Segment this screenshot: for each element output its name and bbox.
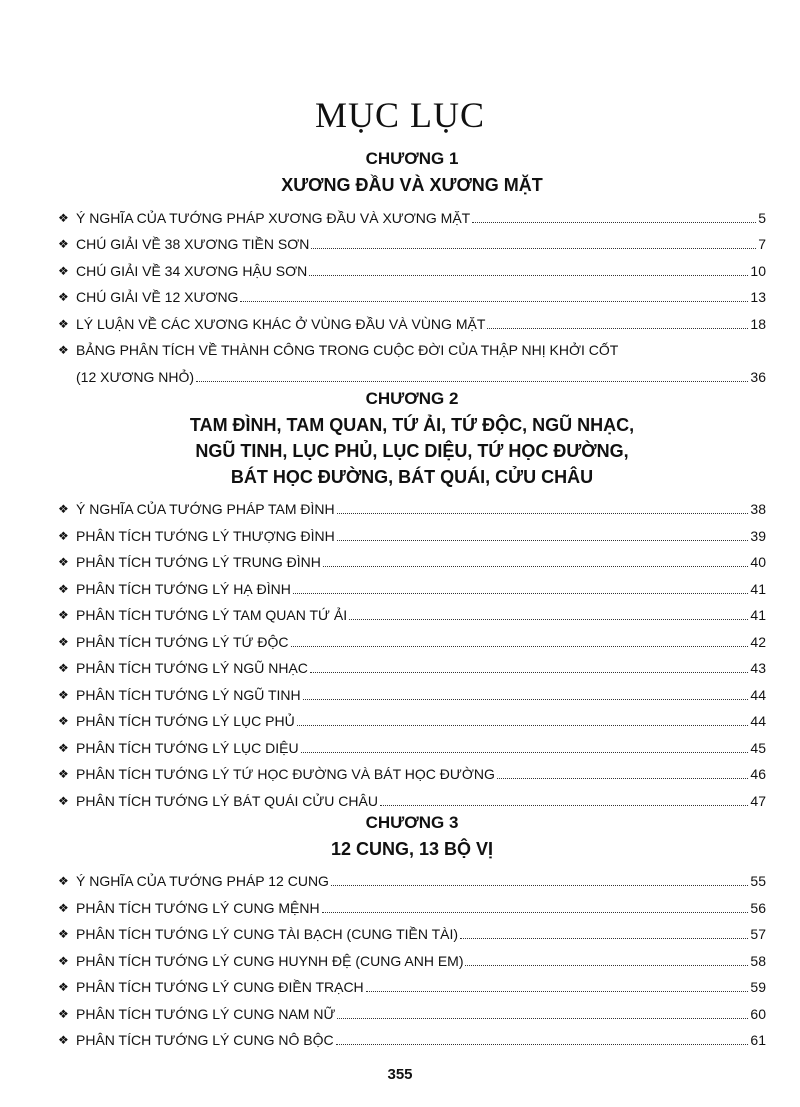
page-number: 355 — [387, 1066, 413, 1083]
entry-title: PHÂN TÍCH TƯỚNG LÝ TỨ HỌC ĐƯỜNG VÀ BÁT HỌC ĐƯỜNG — [76, 766, 495, 782]
entry-page-number: 43 — [750, 660, 766, 676]
diamond-bullet-icon: ❖ — [58, 661, 69, 675]
diamond-bullet-icon: ❖ — [58, 263, 69, 278]
diamond-bullet-icon: ❖ — [58, 343, 69, 357]
dot-leader — [487, 327, 748, 329]
toc-entry[interactable] — [58, 890, 766, 917]
toc-entry[interactable] — [58, 333, 766, 386]
diamond-bullet-icon: ❖ — [58, 874, 69, 888]
dot-leader — [311, 247, 756, 249]
dot-leader — [240, 300, 748, 302]
toc-entry[interactable] — [58, 1023, 766, 1050]
toc-entry[interactable] — [58, 280, 766, 307]
dot-leader — [349, 618, 748, 620]
entry-page-number: 58 — [750, 952, 766, 969]
entry-title: PHÂN TÍCH TƯỚNG LÝ CUNG NÔ BỘC — [76, 1032, 334, 1048]
dot-leader — [323, 565, 749, 567]
diamond-bullet-icon: ❖ — [58, 290, 69, 304]
diamond-bullet-icon: ❖ — [58, 980, 69, 994]
diamond-bullet-icon: ❖ — [58, 740, 69, 755]
chapter-subtitle-line: TAM ĐÌNH, TAM QUAN, TỨ ẢI, TỨ ĐỘC, NGŨ NHẠC, — [189, 414, 635, 435]
toc-entry[interactable] — [58, 598, 766, 625]
toc-entry[interactable] — [58, 200, 766, 227]
entry-page-number: 46 — [750, 766, 766, 782]
dot-leader — [366, 990, 749, 992]
diamond-bullet-icon: ❖ — [58, 687, 69, 702]
entry-page-number: 61 — [750, 1032, 766, 1048]
dot-leader — [460, 937, 748, 939]
entry-page-number: 41 — [750, 607, 766, 623]
entry-page-number: 13 — [750, 289, 766, 305]
toc-entry[interactable] — [58, 306, 766, 333]
entry-page-number: 47 — [750, 792, 766, 809]
entry-title: PHÂN TÍCH TƯỚNG LÝ CUNG MỆNH — [76, 899, 320, 916]
diamond-bullet-icon: ❖ — [58, 900, 69, 915]
dot-leader — [310, 671, 749, 673]
chapter-1 — [58, 146, 766, 386]
entry-page-number: 39 — [750, 527, 766, 544]
entry-title: PHÂN TÍCH TƯỚNG LÝ NGŨ NHẠC — [76, 660, 308, 676]
dot-leader — [301, 751, 749, 753]
entry-title: PHÂN TÍCH TƯỚNG LÝ CUNG NAM NỮ — [76, 1005, 336, 1022]
diamond-bullet-icon: ❖ — [58, 714, 69, 728]
toc-entry[interactable] — [58, 571, 766, 598]
chapter-3 — [58, 810, 766, 1050]
diamond-bullet-icon: ❖ — [58, 927, 69, 941]
entry-title: PHÂN TÍCH TƯỚNG LÝ TỨ ĐỘC — [76, 633, 289, 650]
dot-leader — [303, 698, 749, 700]
entry-title: PHÂN TÍCH TƯỚNG LÝ TAM QUAN TỨ ẢI — [76, 607, 348, 623]
entry-page-number: 56 — [750, 899, 766, 916]
chapter-subtitle: 12 CUNG, 13 BỘ VỊ — [330, 838, 494, 859]
entry-page-number: 10 — [750, 262, 766, 279]
entry-page-number: 36 — [750, 368, 766, 385]
entry-page-number: 57 — [750, 926, 766, 942]
diamond-bullet-icon: ❖ — [58, 1033, 69, 1047]
entry-title: PHÂN TÍCH TƯỚNG LÝ CUNG TÀI BẠCH (CUNG TIỀN TÀI) — [76, 926, 459, 942]
dot-leader — [337, 1017, 748, 1019]
entry-title: LÝ LUẬN VỀ CÁC XƯƠNG KHÁC Ở VÙNG ĐẦU VÀ VÙNG MẶT — [76, 315, 486, 332]
chapter-label: CHƯƠNG 2 — [365, 388, 459, 408]
entry-title: PHÂN TÍCH TƯỚNG LÝ THƯỢNG ĐÌNH — [76, 527, 335, 544]
diamond-bullet-icon: ❖ — [58, 1006, 69, 1021]
toc-entry[interactable] — [58, 917, 766, 944]
chapter-label: CHƯƠNG 1 — [365, 149, 459, 168]
diamond-bullet-icon: ❖ — [58, 953, 69, 968]
entry-title: PHÂN TÍCH TƯỚNG LÝ LỤC PHỦ — [76, 713, 295, 729]
dot-leader — [293, 592, 749, 594]
page-title: MỤC LỤC — [314, 95, 486, 136]
toc-entry[interactable] — [58, 757, 766, 784]
toc-entry[interactable] — [58, 253, 766, 280]
dot-leader — [465, 964, 748, 966]
entry-page-number: 60 — [750, 1005, 766, 1022]
dot-leader — [309, 274, 748, 276]
entry-title: PHÂN TÍCH TƯỚNG LÝ HẠ ĐÌNH — [76, 580, 291, 597]
dot-leader — [196, 380, 748, 382]
toc-entry[interactable] — [58, 704, 766, 731]
toc-entry[interactable] — [58, 970, 766, 997]
entry-title-continued: (12 XƯƠNG NHỎ) — [76, 368, 195, 385]
entry-title: Ý NGHĨA CỦA TƯỚNG PHÁP XƯƠNG ĐẦU VÀ XƯƠNG MẶT — [76, 209, 471, 226]
diamond-bullet-icon: ❖ — [58, 528, 69, 543]
chapter-label: CHƯƠNG 3 — [365, 812, 459, 832]
entry-page-number: 42 — [750, 633, 766, 650]
toc-entry[interactable] — [58, 518, 766, 545]
chapter-subtitle: XƯƠNG ĐẦU VÀ XƯƠNG MẶT — [281, 175, 543, 195]
toc-entry[interactable] — [58, 996, 766, 1023]
entry-first-line — [58, 333, 766, 360]
chapter-2 — [58, 386, 766, 810]
dot-leader — [337, 539, 749, 541]
entry-title: PHÂN TÍCH TƯỚNG LÝ LỤC DIỆU — [76, 739, 299, 756]
entry-title: CHÚ GIẢI VỀ 34 XƯƠNG HẬU SƠN — [76, 262, 308, 279]
dot-leader — [380, 804, 748, 806]
entry-page-number: 44 — [750, 713, 766, 729]
toc-entry[interactable] — [58, 545, 766, 572]
diamond-bullet-icon: ❖ — [58, 581, 69, 596]
entry-title: CHÚ GIẢI VỀ 12 XƯƠNG — [76, 289, 239, 305]
entry-page-number: 44 — [750, 686, 766, 703]
entry-page-number: 55 — [750, 873, 766, 889]
entry-title: PHÂN TÍCH TƯỚNG LÝ CUNG HUYNH ĐỆ (CUNG ANH EM) — [76, 952, 464, 969]
diamond-bullet-icon: ❖ — [58, 502, 69, 516]
entry-continuation-line — [58, 359, 766, 386]
toc-entry[interactable] — [58, 624, 766, 651]
entry-page-number: 41 — [750, 580, 766, 597]
entry-title: PHÂN TÍCH TƯỚNG LÝ CUNG ĐIỀN TRẠCH — [76, 979, 364, 995]
entry-page-number: 7 — [758, 236, 766, 252]
entry-title: Ý NGHĨA CỦA TƯỚNG PHÁP TAM ĐÌNH — [76, 501, 335, 517]
chapter-subtitle-line: NGŨ TINH, LỤC PHỦ, LỤC DIỆU, TỨ HỌC ĐƯỜNG, — [195, 440, 629, 461]
dot-leader — [337, 512, 749, 514]
toc-entry[interactable] — [58, 227, 766, 254]
toc-entry[interactable] — [58, 864, 766, 891]
dot-leader — [336, 1043, 749, 1045]
diamond-bullet-icon: ❖ — [58, 634, 69, 649]
diamond-bullet-icon: ❖ — [58, 555, 69, 569]
entry-page-number: 45 — [750, 739, 766, 756]
diamond-bullet-icon: ❖ — [58, 608, 69, 622]
diamond-bullet-icon: ❖ — [58, 316, 69, 331]
diamond-bullet-icon: ❖ — [58, 793, 69, 808]
dot-leader — [297, 724, 749, 726]
dot-leader — [322, 911, 749, 913]
entry-page-number: 38 — [750, 501, 766, 517]
entry-title: Ý NGHĨA CỦA TƯỚNG PHÁP 12 CUNG — [76, 873, 329, 889]
dot-leader — [472, 221, 756, 223]
diamond-bullet-icon: ❖ — [58, 237, 69, 251]
diamond-bullet-icon: ❖ — [58, 767, 69, 781]
dot-leader — [291, 645, 749, 647]
dot-leader — [331, 884, 748, 886]
table-of-contents — [58, 146, 766, 1049]
entry-page-number: 59 — [750, 979, 766, 995]
entry-page-number: 18 — [750, 315, 766, 332]
diamond-bullet-icon: ❖ — [58, 210, 69, 225]
toc-entry[interactable] — [58, 651, 766, 678]
entry-page-number: 5 — [758, 209, 766, 226]
chapter-subtitle-line: BÁT HỌC ĐƯỜNG, BÁT QUÁI, CỬU CHÂU — [230, 466, 594, 487]
entry-title: PHÂN TÍCH TƯỚNG LÝ NGŨ TINH — [76, 686, 301, 703]
entry-title: PHÂN TÍCH TƯỚNG LÝ BÁT QUÁI CỬU CHÂU — [76, 792, 378, 809]
toc-entry[interactable] — [58, 677, 766, 704]
toc-entry[interactable] — [58, 783, 766, 810]
toc-entry[interactable] — [58, 943, 766, 970]
entry-title: BẢNG PHÂN TÍCH VỀ THÀNH CÔNG TRONG CUỘC ĐỜI CỦA THẬP NHỊ KHỞI CỐT — [76, 342, 619, 358]
toc-entry[interactable] — [58, 492, 766, 519]
dot-leader — [497, 777, 749, 779]
entry-title: PHÂN TÍCH TƯỚNG LÝ TRUNG ĐÌNH — [76, 554, 321, 570]
entry-page-number: 40 — [750, 554, 766, 570]
entry-title: CHÚ GIẢI VỀ 38 XƯƠNG TIỀN SƠN — [76, 236, 310, 252]
toc-entry[interactable] — [58, 730, 766, 757]
